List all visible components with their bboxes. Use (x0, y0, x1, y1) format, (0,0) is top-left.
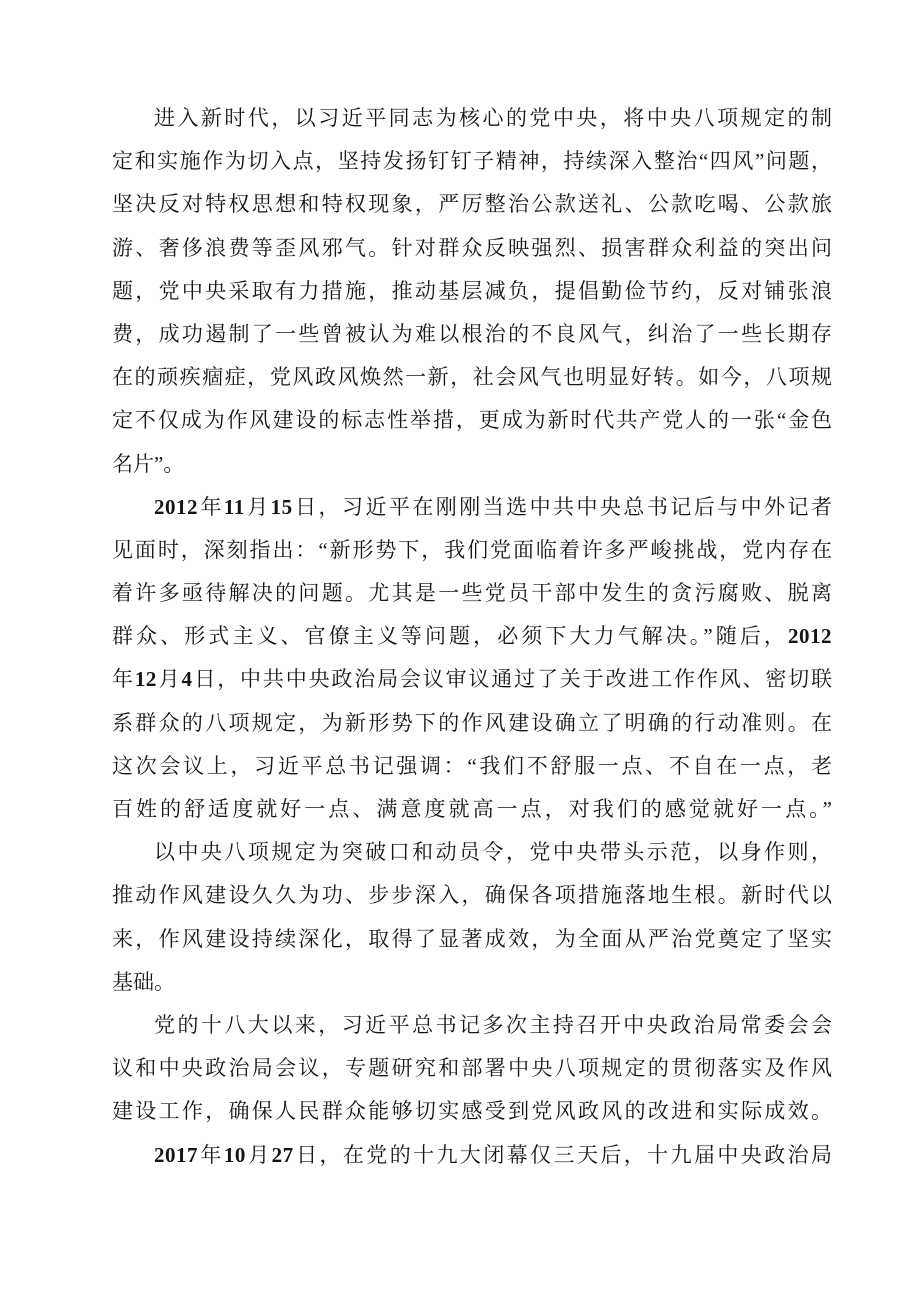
text-line: 见面时，深刻指出：“新形势下，我们党面临着许多严峻挑战，党内存在 (112, 537, 832, 562)
date-number: 10 (223, 1142, 246, 1167)
text-line: 这次会议上，习近平总书记强调：“我们不舒服一点、不自在一点，老 (112, 753, 832, 778)
text-line: 百姓的舒适度就好一点、满意度就高一点，对我们的感觉就好一点。” (112, 797, 832, 821)
text-line: 以中央八项规定为突破口和动员令，党中央带头示范，以身作则， (154, 840, 832, 865)
text-line: 系群众的八项规定，为新形势下的作风建设确立了明确的行动准则。在 (112, 710, 832, 735)
text-line: 来，作风建设持续深化，取得了显著成效，为全面从严治党奠定了坚实 (112, 926, 832, 951)
text-line: 游、奢侈浪费等歪风邪气。针对群众反映强烈、损害群众利益的突出问 (112, 235, 832, 260)
text-line: 2017年10月27日，在党的十九大闭幕仅三天后，十九届中央政治局 (154, 1142, 833, 1167)
text-line: 进入新时代，以习近平同志为核心的党中央，将中央八项规定的制 (154, 106, 832, 130)
text-line: 基础。 (112, 969, 175, 994)
text-line: 定不仅成为作风建设的标志性举措，更成为新时代共产党人的一张“金色 (112, 408, 832, 433)
text-line: 定和实施作为切入点，坚持发扬钉钉子精神，持续深入整治“四风”问题， (112, 149, 832, 174)
text-line: 党的十八大以来，习近平总书记多次主持召开中央政治局常委会会 (154, 1012, 832, 1037)
date-number: 15 (270, 494, 293, 519)
text-line: 在的顽疾痼症，党风政风焕然一新，社会风气也明显好转。如今，八项规 (112, 365, 832, 390)
text-line: 建设工作，确保人民群众能够切实感受到党风政风的改进和实际成效。 (112, 1099, 832, 1124)
text-line: 议和中央政治局会议，专题研究和部署中央八项规定的贯彻落实及作风 (112, 1056, 832, 1081)
text-line: 群众、形式主义、官僚主义等问题，必须下大力气解决。”随后，2012 (112, 624, 832, 649)
date-number: 2012 (788, 624, 832, 649)
date-number: 4 (181, 667, 193, 692)
text-line: 费，成功遏制了一些曾被认为难以根治的不良风气，纠治了一些长期存 (112, 321, 832, 346)
document-text-block (112, 97, 832, 1177)
text-line: 2012年11月15日，习近平在刚刚当选中共中央总书记后与中外记者 (154, 494, 833, 519)
date-number: 2017 (154, 1142, 198, 1167)
text-line: 着许多亟待解决的问题。尤其是一些党员干部中发生的贪污腐败、脱离 (112, 581, 832, 606)
text-line: 推动作风建设久久为功、步步深入，确保各项措施落地生根。新时代以 (112, 883, 832, 908)
date-number: 27 (271, 1142, 294, 1167)
date-number: 12 (134, 667, 157, 692)
text-line: 坚决反对特权思想和特权现象，严厉整治公款送礼、公款吃喝、公款旅 (112, 192, 832, 217)
text-line: 年12月4日，中共中央政治局会议审议通过了关于改进工作作风、密切联 (112, 667, 833, 692)
text-line: 题，党中央采取有力措施，推动基层减负，提倡勤俭节约，反对铺张浪 (112, 278, 832, 303)
date-number: 11 (223, 494, 245, 519)
text-line: 名片”。 (112, 451, 185, 476)
date-number: 2012 (154, 494, 198, 519)
